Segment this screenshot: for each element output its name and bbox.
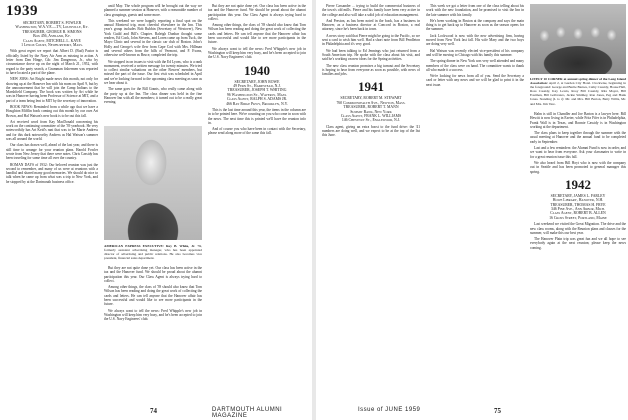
paragraph: And Preston, as has been noted in the book, has a business in Hanover, as a business director at Concord in Boston, a real attorney, since he's been back in town. (322, 18, 420, 32)
page-gutter (312, 0, 316, 420)
class-year-heading: 1940 (244, 62, 270, 78)
photo-caption-title: AMERICAN EXPRESS EXECUTIVE: Roy B. White, Jr. (104, 244, 195, 248)
issue-footer: Issue of JUNE 1959 (358, 407, 421, 413)
officer-line: SECRETARY, JAMES L. FARLEY (550, 193, 606, 198)
officer-line: 96 Washington St., Waverly, Mass. (226, 92, 288, 97)
paragraph: until May. The whole program will be brought out the way we planned a summer session at Hanover, with a reasonable number of class groupings, guests and some more. (104, 4, 202, 17)
officer-line: Washington, W.A.V.E.—TV, Louisville, Ky. (15, 25, 89, 30)
right-column-3 (530, 112, 626, 404)
class-year-heading: 1939 (6, 4, 38, 19)
officer-line: Class Agent, FRANK L. WILLIAMS (340, 114, 402, 119)
officer-line: 760 Commonwealth Ave., Newton, Mass. (336, 100, 406, 105)
paragraph: Pierre Cassander ... trying to build the commercial business of the town's old mills. Pierre and his family have been very active in the college and also will take a solid job of education management. (322, 4, 420, 17)
paragraph: Jack Lockwood is now with the new advertising firm, having moved from New York last fall. His wife Mary and the two boys are doing very well. (426, 33, 524, 47)
magazine-footer: DARTMOUTH ALUMNI MAGAZINE (212, 407, 283, 419)
officer-line: SECRETARY, ROBERT S. FOWLER (22, 21, 82, 25)
paragraph: ROMAN DAYS of 1932: Our beloved reunion was just the second to remember, and many of us were at reunions with a handful and shared many good memories. We should do nice to talk when he came up from what was a trip to New York, and he stopped by at the Dartmouth business office. (6, 162, 98, 184)
paragraph: Last weekend we visited the Great Migration. The drive and the new class rooms, along with the Reunion plans and classes for the summer, will make this our best year. (530, 222, 626, 235)
class-year-heading: 1942 (565, 176, 591, 192)
paragraph: We always want to tell the news: Fred Whipple's new job in Washington will keep him very busy, and he's been accepted to join the U.S. Navy Engineers' club. (104, 308, 202, 322)
page-number: 75 (494, 407, 501, 415)
paragraph: Among other things, the class of '39 should also know that Tom Wilson has been reading and doing the great work of collecting the cards and letters. He can tell anyone that the Hanover affair has been successful and would like to see more participants in the future. (208, 23, 306, 45)
group-caption-body: April 2, at Garden City Hotel. Clockwise, beginning in the foreground: George and Bertie Barnes, Cathy Cassidy, House Hall, Ross Cassidy, Kay Lewis, Rosy Bill Cassidy, Rita Mayer, Bill Eastman, Bill Golbrazzo, Jackie Smithey, Ron Jones, Peg and Hank Jones. Standing (L to r): Mr. and Mrs. Bill Barton, Betty Willis, Mr. and Mrs. Jim Vare. (530, 81, 626, 106)
group-photo-caption (530, 77, 626, 106)
paragraph: The class plans to keep together through the summer with the usual meeting at Hanover and the annual fund to be completed early in September. (530, 131, 626, 144)
paragraph: The new class reunion promises a big turnout and the Secretary is hoping to hear from everyone as soon as possible, with news of families and jobs. (322, 63, 420, 77)
class-officers (322, 96, 420, 122)
photo-caption (104, 244, 202, 260)
left-page (0, 0, 310, 420)
officer-line: 16 Cross Street, Portland, Maine (549, 215, 607, 220)
class-officers (208, 80, 306, 106)
officer-line: SECRETARY, JOHN ROWE (234, 79, 280, 84)
officer-line: 1 Lenox Court, Newburyport, Mass. (21, 43, 83, 48)
photo-caption-body: '39, formerly assistant advertising manager, who has been appointed director of advertising and public relations. He also becomes vice president, financial sales department. (104, 244, 202, 261)
officer-line: SECRETARY, ROBERT M. STEWART (340, 96, 402, 101)
left-column-1 (6, 4, 98, 402)
paragraph: We stopped in on issues to visit with the Ed Lyons, who is a rank monument, received a written message for twenty minutes. We tried to collect similar valuations on the other Bowers' members, but missed the part of the issue. Our first visit was scheduled in April and we're looking forward to the upcoming class meeting as soon as we hear about it. (104, 59, 202, 86)
paragraph: The spring dinner in New York was very well attended and many members of the class were on hand. The committee wants to thank all who made it a success. (426, 59, 524, 72)
officer-line: Class Agent, RALPH S. ADAMS JR. (226, 97, 288, 102)
officer-line: 49 Fern St., Hampstead, N.J. (233, 83, 281, 88)
paragraph: This weekend we were happily reporting a final spot on the annual Montreal trip, most cheerful elsewhere in the Inn. This year's group includes Bob Rubbin (Secretary of Westover), New York Guild and Bill's Chapter. Raleigh Dunbar thought some readers, Ed Cook, John Stevens, and Loren came up from Tuck, the Mayo Clinic and several in the classic car club of Boston. John's Holly and George's wife flew from Cape Cod with Mrs. Hillman and several others from the hills of Vermont, and F. Evans, otherwise well-known as Bruce, completed the trip. (104, 18, 202, 58)
group-photo (530, 4, 626, 74)
page-number: 74 (150, 407, 157, 415)
paragraph: But they are not quite done yet. Our class has been active in the tax and the Hanover fund. We should be proud about the alumni participation this year. Our Class Agent is always trying hard to collect. (208, 4, 306, 21)
officer-line: 466 Bay Ridge Pkwy, Brooklyn, N.Y. (226, 101, 288, 106)
right-column-2 (426, 4, 524, 402)
officer-line: Class Agent, MITCHELL L. KAYE (23, 38, 81, 43)
paragraph: We're looking for news from all of you. Send the Secretary a card or letter with any news and we will be glad to print it in the next issue. (426, 74, 524, 87)
officer-line: Summit Bank, New York (350, 109, 392, 114)
left-column-2-lower (104, 266, 202, 400)
paragraph: But they are not quite done yet. Our class has been active in the tax and the Hanover fund. We should be proud about the alumni participation this year. Our Class Agent is always trying hard to collect. (104, 266, 202, 283)
executive-portrait-photo (104, 126, 202, 240)
paragraph: The Hanover Plain trip was great fun and we all hope to see everybody again at the next reunion; please keep the news coming. (530, 237, 626, 250)
paragraph: This week we got a letter from one of the class telling about his work with the new foundation, and he promised to visit the Inn in the late summer with his family. (426, 4, 524, 17)
officer-line: Box 456, Ashland, Ky. (33, 34, 71, 39)
portrait-image (104, 126, 202, 240)
group-caption-title: LIVELY 10 CORNER at annual spring dinner of the Long Island Association: (530, 77, 626, 86)
paragraph: This is the last time around this year, the items in the column are in to be printed here. We're counting on you who come in soon with the news. The next time this is printed we'll have the reunion info in. (208, 108, 306, 125)
paragraph: NEW JOBS: Art Bright made news this month, not only for showing up at the Hanover Inn with his mom on April 9, but by the announcement that he will join the Camp Indians to the Marshfield Company. The book was written by Art while he was in Hanover having been Professor of Science at MIT, and a part of a team being lent to MIT by the secretary of innovation. (6, 77, 98, 103)
paragraph: Among other things, the class of '39 should also know that Tom Wilson has been reading and doing the great work of collecting the cards and letters. He can tell anyone that the Hanover affair has been successful and would like to see more participants in the future. (104, 285, 202, 307)
paragraph: Hal Watson was recently elected vice-president of his company and will be moving to Chicago with his family this summer. (426, 48, 524, 57)
paragraph: A news story said that Pierre might be going to the Pacific, so we sent a card to wish him well. Had a short note from Bill Pendleton in Philadelphia and it's very good. (322, 33, 420, 47)
paragraph: Our class has drawn well, ahead of the last year, and there is still time to arrange for your reunion plans. Harold Fowler wrote from New Jersey that there were notes. Chris Cassidy has been traveling for some time all over the country. (6, 143, 98, 161)
paragraph: With great regret we report that Albert D. (Bud) Pastor is officially listed by the Navy Air Arm as missing in action. A letter from Dan Hinge, Cdr. Jim Dangerous, Jr., who by circumstance drove up on the night of March 21, 1952, with regard to the party search, a Grumman fishermen was reported to have located a part of the plane. (6, 49, 98, 75)
right-column-1 (322, 4, 420, 402)
paragraph: We had been talking to Ed Jennings who just returned from a South American trip. He spoke with the class about his visit, and said he's working on new ideas for the Spring activities. (322, 48, 420, 62)
officer-line: Class Agent, ROBERT B. ALLEN (550, 211, 606, 216)
paragraph: BOOK NEWS: Reminded from a while ago that we have a Houghton Mifflin book coming out this month by our own Art Brown, and Hal Watson's new book is to be out this fall. (6, 105, 98, 118)
class-officers (6, 21, 98, 47)
paragraph: We always want to tell the news: Fred Whipple's new job in Washington will keep him very busy, and he's been accepted to join the U.S. Navy Engineers' club. (208, 46, 306, 60)
paragraph: We also heard from Bill Hoyt who is now with the company out in Seattle and has been promoted to general manager this spring. (530, 160, 626, 174)
officer-line: TREASURER, ROBERT T. MANN (343, 105, 399, 110)
paragraph: Art received word from Kay MacDonald concerning his work on the continuing committee of the '39 yearbook. He very noteworthily has Art Keid's rant that was to be Marie Andress and for this dark noteworthy Andress as Hal Watson's summer was all around the world. (6, 119, 98, 142)
left-column-2 (104, 4, 202, 124)
officer-line: TREASURER, GEORGE B. SIMONS (22, 29, 82, 34)
paragraph: Hahn is still in Chandler and Joe Barton is a lawyer here. Bill Hewitt is now living in Exeter, while Fritz Fifer is in Philadelphia, Frank Wall is in Texas, and Ronnie Cassidy is in Washington working at the department. (530, 112, 626, 129)
class-year-heading: 1941 (358, 79, 384, 95)
class-officers (530, 194, 626, 220)
paragraph: Last and a few reminders: the Alumni Fund is now in order, and we want to hear from everyone. Ask your classmates to write in for a great reunion issue this fall. (530, 146, 626, 159)
paragraph: And of course you who have been in contact with the Secretary, please send along more of the same this fall. (208, 127, 306, 136)
right-page (318, 0, 628, 420)
left-column-3 (208, 4, 306, 402)
officer-line: TREASURER, JOSEPH T. WHITING (227, 88, 287, 93)
officer-line: Howe Library, Hanover, N.H. (552, 198, 604, 203)
group-image (530, 4, 626, 74)
paragraph: Class agent, giving an extra boost to the fund drive: the '41 numbers are doing well, and we expect to be at the top of the list this June. (322, 124, 420, 138)
paragraph: The same goes for the Bill Grants, who really came along with the party up at the Inn. The class dinner was held in the fine Hanover Inn with all the members; it turned out to be a really great evening. (104, 87, 202, 105)
officer-line: 346 Pine Ave., Ann Arbor, Mich. (551, 207, 605, 212)
officer-line: 146 Chestnut St., Englewood, N.J. (341, 118, 401, 123)
officer-line: TREASURER, THOMAS H. FRYE (550, 202, 606, 207)
paragraph: He's been working in Boston at the company and says the main thing is to get back up to Hanover as soon as the season opens for the summer. (426, 18, 524, 32)
